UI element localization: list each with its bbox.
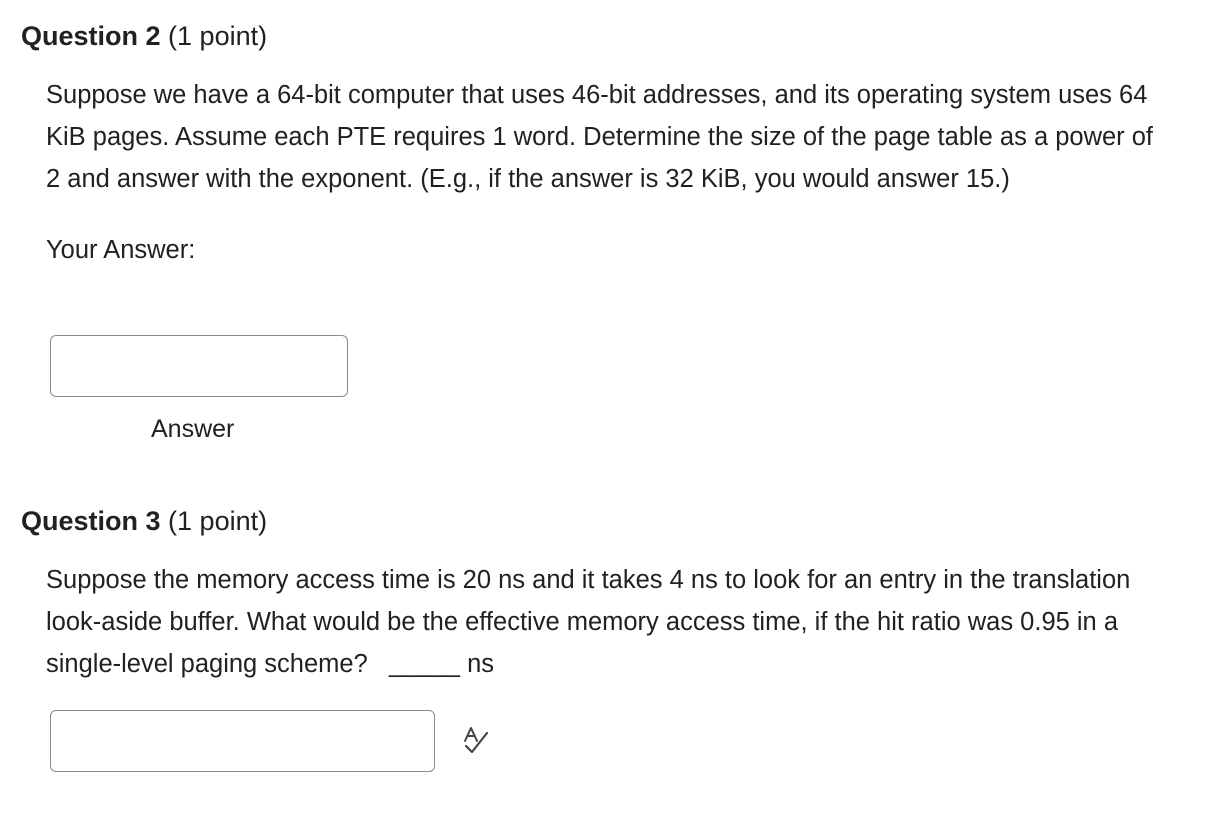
- question-2-points: (1 point): [168, 21, 268, 51]
- spellcheck-icon[interactable]: [461, 725, 491, 755]
- question-3-answer-input[interactable]: [50, 710, 435, 772]
- question-2-header: [21, 18, 1201, 54]
- answer-caption: Answer: [151, 415, 235, 443]
- question-3-header: [21, 503, 1201, 539]
- question-3-text: [46, 559, 1156, 685]
- question-2-text: Suppose we have a 64-bit computer that uses 46-bit addresses, and its operating system uses 64 KiB pages. Assume each PTE requires 1 word. Determine the size of the page table as a power of 2 and answer with the exponent. (E.g., if the answer is 32 KiB, you would answer 15.): [46, 81, 1154, 193]
- unit-label: ns: [467, 650, 494, 678]
- question-2-answer-input[interactable]: [50, 335, 348, 397]
- question-3-points: (1 point): [168, 506, 268, 536]
- your-answer-label: Your Answer:: [46, 236, 196, 264]
- question-3-body: Suppose the memory access time is 20 ns and it takes 4 ns to look for an entry in the translation look-aside buffer. What would be the effective memory access time, if the hit ratio was 0.95 in a single-level paging scheme?: [46, 566, 1131, 678]
- question-3: [21, 503, 1201, 685]
- fill-in-blank: _____: [389, 650, 460, 678]
- question-3-title: Question 3: [21, 506, 161, 536]
- question-2: [21, 18, 1201, 443]
- question-2-title: Question 2: [21, 21, 161, 51]
